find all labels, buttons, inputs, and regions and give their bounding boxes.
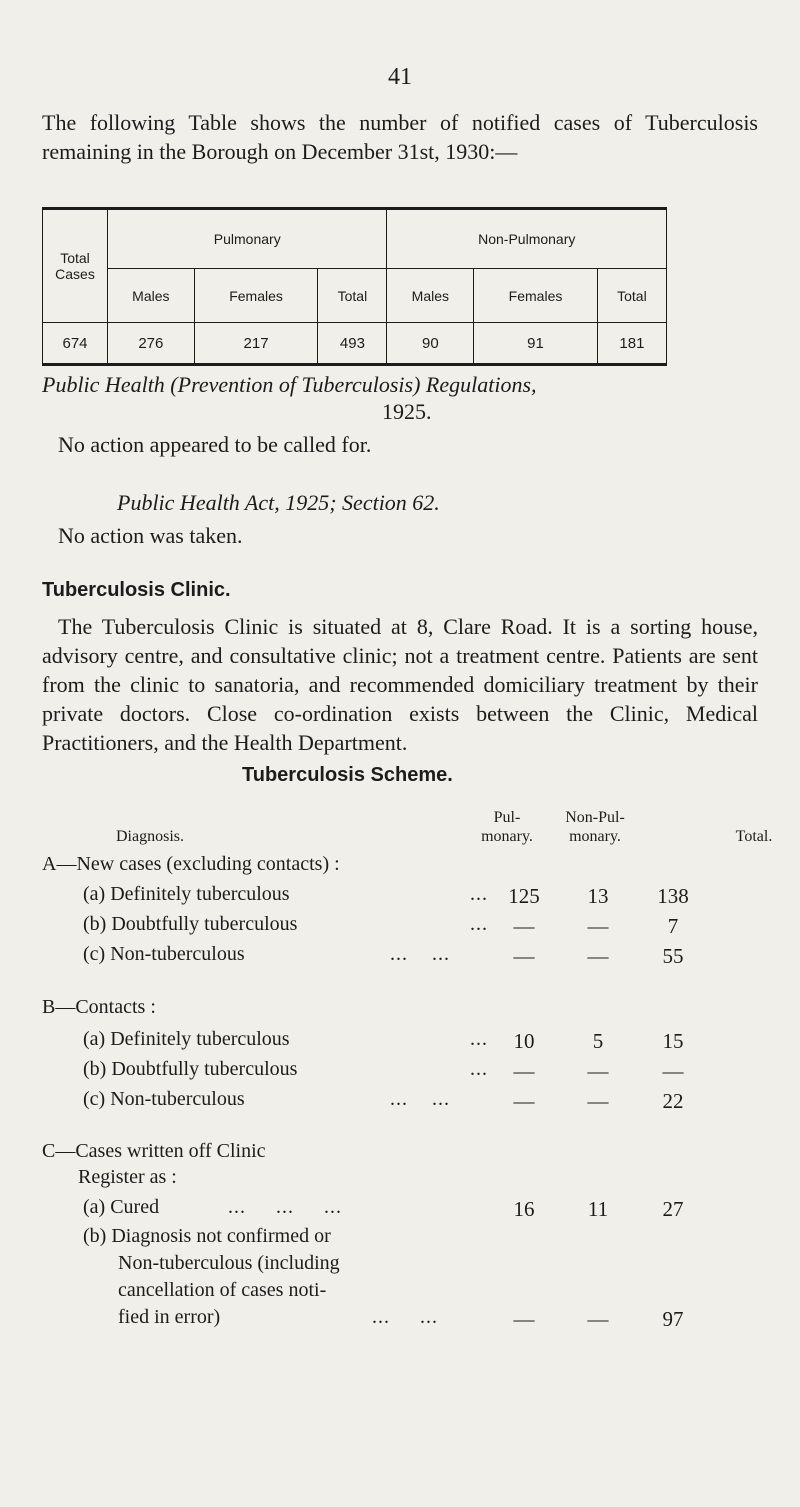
nonpul-total-value: 181 bbox=[597, 323, 666, 365]
b-row-label: (a) Definitely tuberculous bbox=[83, 1028, 290, 1050]
col-total: Total. bbox=[735, 828, 773, 845]
c-row-label-cont: fied in error) bbox=[118, 1306, 221, 1328]
b-row-total: 15 bbox=[662, 1029, 684, 1053]
c-row-label: (a) Cured bbox=[83, 1196, 160, 1218]
b-row-label: (c) Non-tuberculous bbox=[83, 1088, 245, 1110]
act-title: Public Health Act, 1925; Section 62. bbox=[117, 490, 440, 515]
intro-paragraph: The following Table shows the number of notified cases of Tuberculosis remaining in the Borough on December 31st, 1930:— bbox=[42, 110, 758, 164]
a-row-total: 7 bbox=[667, 914, 679, 938]
b-row-pul: — bbox=[513, 1059, 535, 1083]
clinic-paragraph: The Tuberculosis Clinic is situated at 8, Clare Road. It is a sorting house, advisory centre, and consultative clinic; not a treatment centre. Patients are sent from the clinic to sanatoria, and recommended domiciliary treatment by their private doctors. Close co-ordination exists between the Clinic, Medical Practitioners, and the Health Department. bbox=[42, 614, 758, 755]
col-diagnosis: Diagnosis. bbox=[116, 828, 184, 845]
leader-dots: ... bbox=[470, 913, 488, 935]
section-b-heading: B—Contacts : bbox=[42, 996, 156, 1018]
nonpul-total-header: Total bbox=[597, 269, 666, 323]
leader-dots: ... ... bbox=[390, 943, 450, 965]
col-pulmonary: Pul- monary. bbox=[481, 809, 533, 845]
leader-dots: ... ... bbox=[390, 1088, 450, 1110]
nonpul-males-header: Males bbox=[387, 269, 474, 323]
a-row-pul: 125 bbox=[508, 884, 540, 908]
c-row-pul: — bbox=[513, 1307, 535, 1331]
leader-dots: ... bbox=[470, 1028, 488, 1050]
c-row-total: 97 bbox=[662, 1307, 684, 1331]
c-row-pul: 16 bbox=[513, 1197, 535, 1221]
regulations-text: No action appeared to be called for. bbox=[58, 432, 372, 457]
c-row-total: 27 bbox=[662, 1197, 684, 1221]
total-cases-header: Total Cases bbox=[43, 209, 108, 323]
regulations-year: 1925. bbox=[382, 399, 432, 424]
b-row-nonpul: 5 bbox=[592, 1029, 604, 1053]
pulmonary-header: Pulmonary bbox=[108, 209, 387, 269]
col-non-pulmonary: Non-Pul- monary. bbox=[565, 809, 625, 845]
act-text: No action was taken. bbox=[58, 523, 243, 548]
leader-dots: ... bbox=[470, 883, 488, 905]
pul-females-header: Females bbox=[194, 269, 318, 323]
page-number: 41 bbox=[388, 64, 412, 90]
b-row-total: 22 bbox=[662, 1089, 684, 1113]
c-row-label-cont: Non-tuberculous (including bbox=[118, 1252, 340, 1274]
section-c-heading: C—Cases written off Clinic bbox=[42, 1140, 266, 1162]
pul-total-value: 493 bbox=[318, 323, 387, 365]
pul-total-header: Total bbox=[318, 269, 387, 323]
a-row-nonpul: — bbox=[587, 944, 609, 968]
b-row-label: (b) Doubtfully tuberculous bbox=[83, 1058, 298, 1080]
b-row-pul: — bbox=[513, 1089, 535, 1113]
non-pulmonary-header: Non-Pulmonary bbox=[387, 209, 667, 269]
a-row-label: (a) Definitely tuberculous bbox=[83, 883, 290, 905]
a-row-total: 138 bbox=[657, 884, 689, 908]
b-row-pul: 10 bbox=[513, 1029, 535, 1053]
pul-males-header: Males bbox=[108, 269, 195, 323]
nonpul-females-header: Females bbox=[474, 269, 598, 323]
total-cases-value: 674 bbox=[43, 323, 108, 365]
nonpul-males-value: 90 bbox=[387, 323, 474, 365]
a-row-total: 55 bbox=[662, 944, 684, 968]
pul-females-value: 217 bbox=[194, 323, 318, 365]
a-row-nonpul: — bbox=[587, 914, 609, 938]
cases-table bbox=[42, 207, 667, 366]
b-row-nonpul: — bbox=[587, 1059, 609, 1083]
section-a-heading: A—New cases (excluding contacts) : bbox=[42, 853, 340, 875]
a-row-nonpul: 13 bbox=[587, 884, 609, 908]
b-row-total: — bbox=[662, 1059, 684, 1083]
clinic-heading: Tuberculosis Clinic. bbox=[42, 579, 231, 601]
c-row-nonpul: — bbox=[587, 1307, 609, 1331]
a-row-label: (c) Non-tuberculous bbox=[83, 943, 245, 965]
a-row-pul: — bbox=[513, 914, 535, 938]
c-row-label-cont: cancellation of cases noti- bbox=[118, 1279, 327, 1301]
b-row-nonpul: — bbox=[587, 1089, 609, 1113]
leader-dots: ... ... ... bbox=[228, 1196, 342, 1218]
regulations-title: Public Health (Prevention of Tuberculosis) Regulations, bbox=[42, 372, 537, 397]
a-row-pul: — bbox=[513, 944, 535, 968]
pul-males-value: 276 bbox=[108, 323, 195, 365]
scheme-heading: Tuberculosis Scheme. bbox=[242, 764, 453, 786]
leader-dots: ... ... bbox=[372, 1306, 438, 1328]
a-row-label: (b) Doubtfully tuberculous bbox=[83, 913, 298, 935]
leader-dots: ... bbox=[470, 1058, 488, 1080]
nonpul-females-value: 91 bbox=[474, 323, 598, 365]
c-row-label: (b) Diagnosis not confirmed or bbox=[83, 1225, 331, 1247]
section-c-heading-cont: Register as : bbox=[78, 1166, 177, 1188]
c-row-nonpul: 11 bbox=[587, 1197, 609, 1221]
